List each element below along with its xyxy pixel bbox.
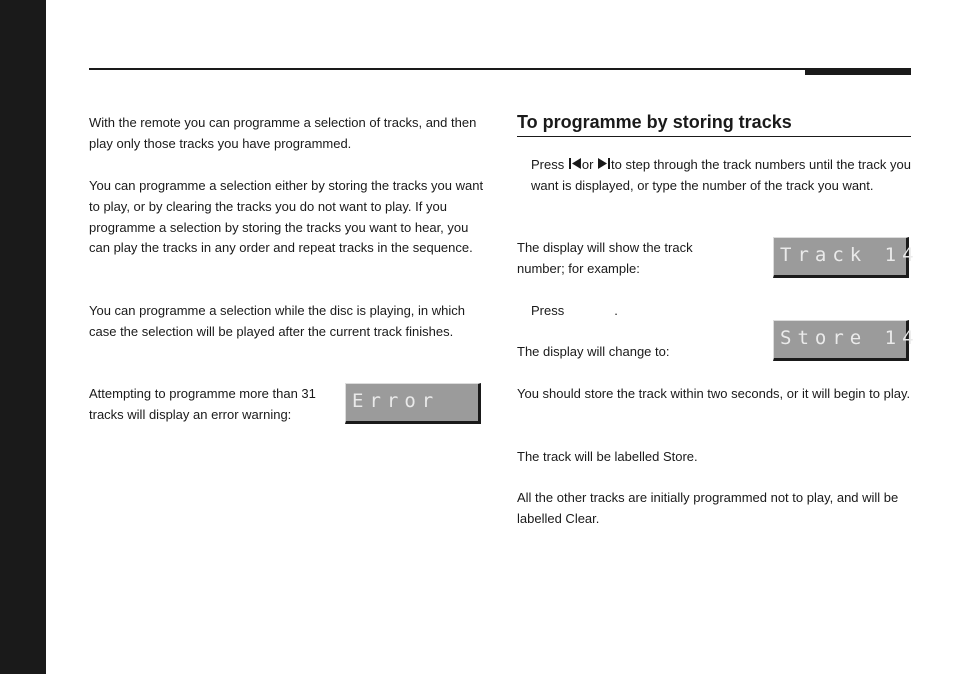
header-rule	[89, 68, 911, 70]
error-warning-paragraph: Attempting to programme more than 31 tracks will display an error warning:	[89, 386, 316, 422]
other-tracks-paragraph: All the other tracks are initially programmed not to play, and will be labelled Clear.	[517, 490, 899, 526]
side-bar	[0, 0, 46, 674]
labelled-store-paragraph: The track will be labelled Store.	[517, 449, 698, 464]
press-label: Press	[531, 303, 565, 318]
press-label: Press	[531, 157, 565, 172]
step-rest-text: to step through the track numbers until the track you want is displayed, or type the number of the track you want.	[531, 157, 911, 193]
while-playing-paragraph: You can programme a selection while the disc is playing, in which case the selection will be played after the current track finishes.	[89, 303, 465, 339]
section-heading: To programme by storing tracks	[517, 110, 911, 137]
or-label: or	[581, 157, 594, 172]
store-timing-paragraph: You should store the track within two seconds, or it will begin to play.	[517, 386, 911, 401]
header-tab	[805, 68, 911, 75]
skip-previous-icon	[569, 155, 581, 176]
step-store	[531, 301, 731, 322]
lcd-track-display: Track 14	[773, 237, 909, 278]
display-show-paragraph: The display will show the track number; for example:	[517, 240, 693, 276]
lcd-store-display: Store 14	[773, 320, 909, 361]
store-or-clear-paragraph: You can programme a selection either by storing the tracks you want to play, or by clearing the tracks you do not want to play. If you programme a selection by storing the tracks you want to hear, you can play the tracks in any order and repeat tracks in the sequence.	[89, 178, 484, 256]
intro-paragraph: With the remote you can programme a selection of tracks, and then play only those tracks you have programmed.	[89, 115, 477, 151]
display-change-paragraph: The display will change to:	[517, 344, 670, 359]
period: .	[614, 303, 618, 318]
skip-next-icon	[598, 155, 610, 176]
step-select-track	[531, 155, 911, 197]
lcd-error-display: Error	[345, 383, 481, 424]
